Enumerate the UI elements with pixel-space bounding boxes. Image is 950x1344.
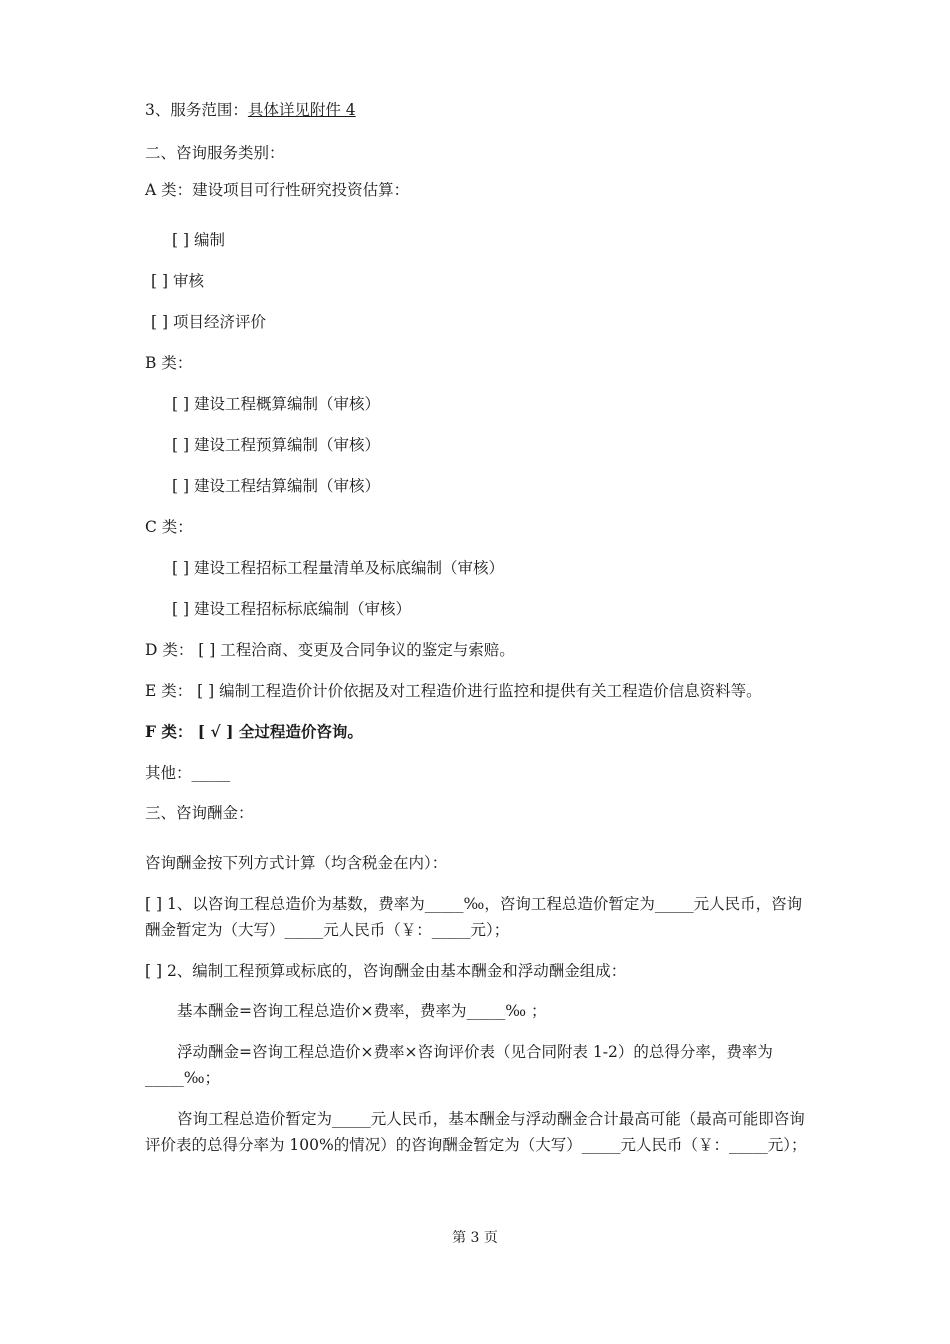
category-a-item-1: [ ] 编制 [172,231,225,249]
page-number: 第 3 页 [452,1230,498,1246]
category-a-item-2: [ ] 审核 [151,272,204,290]
other-blank: _____ [191,764,231,782]
category-b-item-1: [ ] 建设工程概算编制（审核） [172,395,380,413]
category-a-item-3: [ ] 项目经济评价 [151,313,266,331]
category-c-item-2: [ ] 建设工程招标标底编制（审核） [172,600,411,618]
other-line [145,763,230,783]
fee-floating: 浮动酬金=咨询工程总造价×费率×咨询评价表（见合同附表 1-2）的总得分率，费率为_____‰； [145,1043,773,1087]
category-e-line: E 类： [ ] 编制工程造价计价依据及对工程造价进行监控和提供有关工程造价信息资料等。 [145,682,762,700]
fee-basic: 基本酬金=咨询工程总造价×费率，费率为_____‰ ； [177,1002,547,1020]
category-c-item-1: [ ] 建设工程招标工程量清单及标底编制（审核） [172,559,504,577]
category-b-label: B 类： [145,354,193,372]
section2-heading: 二、咨询服务类别： [145,144,285,162]
fee-option-2: [ ] 2、编制工程预算或标底的，咨询酬金由基本酬金和浮动酬金组成： [145,962,627,980]
category-d-line: D 类： [ ] 工程洽商、变更及合同争议的鉴定与索赔。 [145,641,515,659]
service-scope-label: 3、服务范围： [145,101,248,119]
fee-intro: 咨询酬金按下列方式计算（均含税金在内）： [145,854,448,872]
service-scope-line [145,100,356,120]
category-a-label: A 类：建设项目可行性研究投资估算： [145,181,410,199]
service-scope-value: 具体详见附件 4 [247,101,356,119]
category-f-line: F 类： [ √ ] 全过程造价咨询。 [145,722,363,741]
category-b-item-3: [ ] 建设工程结算编制（审核） [172,477,380,495]
fee-total: 咨询工程总造价暂定为_____元人民币，基本酬金与浮动酬金合计最高可能（最高可能即咨询评价表的总得分率为 100%的情况）的咨询酬金暂定为（大写）_____元人民币（￥：_____元）； [145,1110,807,1154]
other-label: 其他： [145,764,192,782]
fee-option-1: [ ] 1、以咨询工程总造价为基数，费率为_____‰，咨询工程总造价暂定为_____元人民币，咨询酬金暂定为（大写）_____元人民币（￥：_____元）； [145,895,803,939]
category-c-label: C 类： [145,518,193,536]
section3-heading: 三、咨询酬金： [145,804,254,822]
category-b-item-2: [ ] 建设工程预算编制（审核） [172,436,380,454]
